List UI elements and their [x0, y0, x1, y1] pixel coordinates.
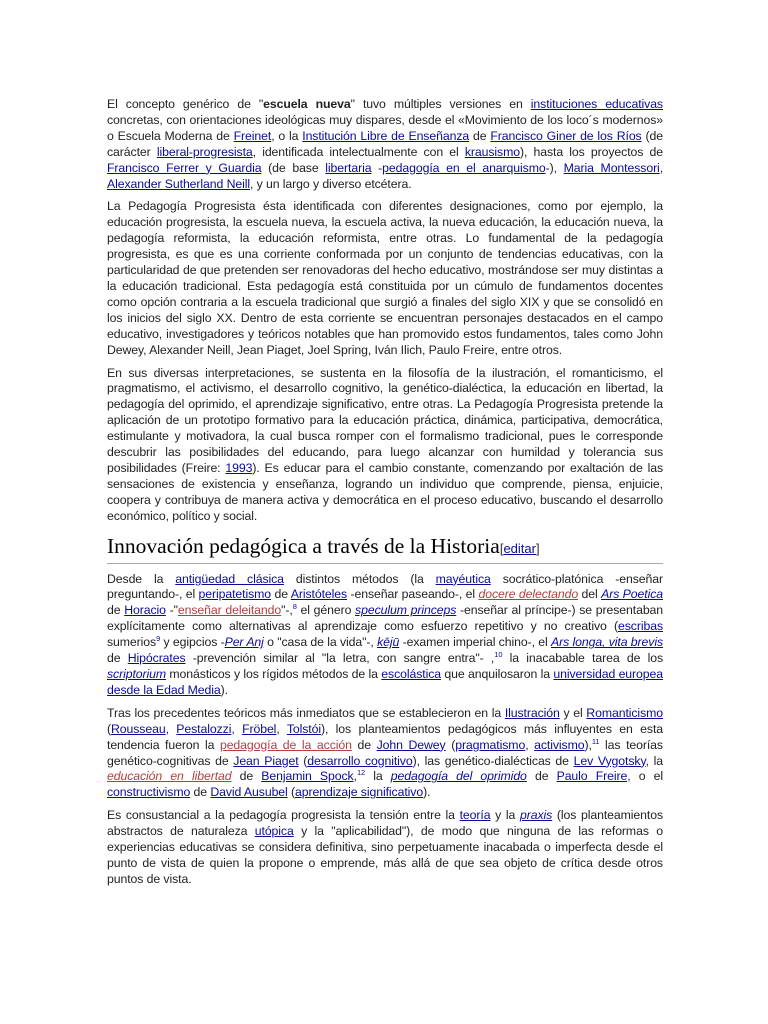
reference-12[interactable]: 12 [356, 768, 366, 778]
reference-8[interactable]: 8 [292, 602, 297, 612]
paragraph-interpretaciones: En sus diversas interpretaciones, se sustenta en la filosofía de la ilustración, el romanticismo, el pragmatismo, el activismo, el desarrollo cognitivo, la genético-dialéctica, la educación en libertad, la pedagogía del oprimido, el aprendizaje significativo, entre otras. La Pedagogía Progresista pretende la aplicación de un prototipo formativo para la educación práctica, dinámica, participativa, democrática, estimulante y motivadora, la cual busca romper con el formalismo tradicional, pues le corresponde descubrir las posibilidades del educando, para luego alcanzar con humildad y tolerancia sus posibilidades (Freire: 1993). Es educar para el cambio constante, comenzando por exaltación de las sensaciones de existencia y enseñanza, logrando un individuo que comprende, piensa, enjuicie, coopera y contribuya de manera activa y democrática en el proceso educativo, buscando el desarrollo económico, político y social. [107, 365, 663, 523]
link-pedagogia-anarquismo[interactable]: pedagogía en el anarquismo [382, 160, 546, 175]
link-david-ausubel[interactable]: David Ausubel [210, 785, 288, 800]
link-activismo[interactable]: activismo [534, 737, 585, 752]
link-benjamin-spock[interactable]: Benjamin Spock [261, 769, 354, 784]
reference-11[interactable]: 11 [591, 736, 600, 746]
section-heading [107, 533, 663, 564]
link-praxis[interactable]: praxis [519, 808, 553, 823]
paragraph-escuela-nueva: El concepto genérico de "escuela nueva" tuvo múltiples versiones en instituciones educativas concretas, con orientaciones ideológicas muy dispares, desde el «Movimiento de los loco´s modernos» o Escuela Moderna de Freinet, o la Institución Libre de Enseñanza de Francisco Giner de los Ríos (de carácter liberal-progresista, identificada intelectualmente con el krausismo), hasta los proyectos de Francisco Ferrer y Guardia (de base libertaria -pedagogía en el anarquismo-), Maria Montessori, Alexander Sutherland Neill, y un largo y diverso etcétera. [107, 97, 664, 191]
link-1993[interactable]: 1993 [225, 460, 253, 475]
paragraph-antiguedad: Desde la antigüedad clásica distintos métodos (la mayéutica socrático-platónica -enseñar preguntando-, el peripatetismo de Aristóteles -enseñar paseando-, el docere delectando del Ars Poetica de Horacio -"enseñar deleitando"-,$^8$ el género speculum princeps -enseñar al príncipe-) se presentaban explícitamente como alternativas al aprendizaje como esfuerzo repetitivo y no creativo (escribas sumerios$^9$ y egipcios -Per Anj o "casa de la vida"-, kējū -examen imperial chino-, el Ars longa, vita brevis de Hipócrates -prevención similar al "la letra, con sangre entra"- ,$^{10}$ la inacabable tarea de los scriptorium monásticos y los rígidos métodos de la escolástica que anquilosaron la universidad europea desde la Edad Media). [107, 571, 664, 697]
edit-link[interactable]: editar [503, 540, 536, 556]
link-mayeutica[interactable]: mayéutica [435, 571, 491, 586]
link-ferrer-y-guardia[interactable]: Francisco Ferrer y Guardia [107, 160, 262, 175]
link-ars-longa[interactable]: Ars longa, vita brevis [550, 635, 664, 650]
link-utopica[interactable]: utópica [254, 824, 294, 839]
link-universidad-europea[interactable]: universidad europea desde la Edad Media [107, 667, 663, 697]
link-docere-delectando[interactable]: docere delectando [478, 587, 579, 602]
link-tolstoi[interactable]: Tolstói [286, 721, 321, 736]
paragraph-precedentes: Tras los precedentes teóricos más inmediatos que se establecieron en la Ilustración y el Romanticismo (Rousseau, Pestalozzi, Fröbel, Tolstói), los planteamientos pedagógicos más influyentes en esta tendencia fueron la pedagogía de la acción de John Dewey (pragmatismo, activismo),$^{11}$ las teorías genético-cognitivas de Jean Piaget (desarrollo cognitivo), las genético-dialécticas de Lev Vygotsky, la educación en libertad de Benjamin Spock,$^{12}$ la pedagogía del oprimido de Paulo Freire, o el constructivismo de David Ausubel (aprendizaje significativo). [107, 705, 663, 800]
paragraph-pedagogia-progresista: La Pedagogía Progresista ésta identificada con diferentes designaciones, como por ejemplo, la educación progresista, la escuela nueva, la escuela activa, la nueva educación, la educación nueva, la pedagogía reformista, la educación reformista, entre otras. Lo fundamental de la pedagogía progresista, es que es una corriente conformada por un conjunto de tendencias educativas, con la particularidad de que pretenden ser renovadoras del hecho educativo, mostrándose ser muy distintas a la educación tradicional. Esta pedagogía está constituida por un cúmulo de fundamentos docentes como opción contraria a la escuela tradicional que surgió a finales del siglo XIX y que se consolidó en los inicios del siglo XX. Dentro de esta corriente se encuentran personajes destacados en el campo educativo, investigadores y teóricos notables que han promovido estos fundamentos, tales como John Dewey, Alexander Neill, Jean Piaget, Joel Spring, Iván Ilich, Paulo Freire, entre otros. [107, 199, 663, 357]
link-hipocrates[interactable]: Hipócrates [127, 651, 186, 666]
link-rousseau[interactable]: Rousseau [111, 721, 166, 736]
link-romanticismo[interactable]: Romanticismo [586, 705, 663, 720]
link-speculum-princeps[interactable]: speculum princeps [355, 603, 457, 618]
link-lev-vygotsky[interactable]: Lev Vygotsky [573, 753, 646, 768]
link-jean-piaget[interactable]: Jean Piaget [233, 753, 299, 768]
link-antiguedad-clasica[interactable]: antigüedad clásica [175, 571, 284, 586]
link-pragmatismo[interactable]: pragmatismo [455, 737, 526, 752]
article-body [107, 97, 663, 895]
link-neill[interactable]: Alexander Sutherland Neill [107, 176, 250, 191]
link-teoria[interactable]: teoría [459, 808, 491, 823]
link-institucion-libre[interactable]: Institución Libre de Enseñanza [302, 128, 470, 143]
link-paulo-freire[interactable]: Paulo Freire [556, 769, 628, 784]
link-scriptorium[interactable]: scriptorium [107, 667, 167, 681]
link-educacion-en-libertad[interactable]: educación en libertad [107, 769, 232, 784]
edit-section: [editar] [499, 540, 540, 556]
link-giner-de-los-rios[interactable]: Francisco Giner de los Ríos [490, 128, 642, 143]
link-freinet[interactable]: Freinet [233, 128, 272, 143]
link-montessori[interactable]: Maria Montessori [563, 160, 660, 175]
link-frobel[interactable]: Fröbel [242, 721, 277, 736]
link-pestalozzi[interactable]: Pestalozzi [176, 721, 232, 736]
link-ilustracion[interactable]: Ilustración [504, 705, 560, 720]
bold-term: escuela nueva [263, 97, 351, 111]
link-per-anj[interactable]: Per Anj [224, 635, 264, 650]
link-pedagogia-del-oprimido[interactable]: pedagogía del oprimido [390, 769, 527, 784]
link-desarrollo-cognitivo[interactable]: desarrollo cognitivo [307, 753, 413, 768]
link-pedagogia-de-la-accion[interactable]: pedagogía de la acción [219, 737, 352, 752]
paragraph-tension: Es consustancial a la pedagogía progresista la tensión entre la teoría y la praxis (los planteamientos abstractos de naturaleza utópica y la "aplicabilidad"), de modo que ninguna de las reformas o experiencias educativas se considera definitiva, sino perpetuamente inacabada o imperfecta desde el punto de vista de quien la propone o emprende, más allá de que sea objeto de crítica desde otros puntos de vista. [107, 808, 663, 886]
link-krausismo[interactable]: krausismo [464, 144, 520, 159]
link-constructivismo[interactable]: constructivismo [107, 785, 191, 800]
reference-10[interactable]: 10 [494, 650, 503, 659]
link-aristoteles[interactable]: Aristóteles [290, 587, 348, 602]
link-john-dewey[interactable]: John Dewey [376, 737, 446, 752]
link-ars-poetica[interactable]: Ars Poetica [601, 587, 663, 602]
link-libertaria[interactable]: libertaria [325, 160, 372, 175]
link-peripatetismo[interactable]: peripatetismo [198, 587, 272, 602]
link-horacio[interactable]: Horacio [124, 603, 166, 618]
reference-9[interactable]: 9 [156, 634, 161, 644]
link-instituciones-educativas[interactable]: instituciones educativas [530, 97, 663, 111]
link-liberal-progresista[interactable]: liberal-progresista [156, 144, 253, 159]
link-escribas[interactable]: escribas [618, 619, 663, 634]
section-title: Innovación pedagógica a través de la Historia [107, 533, 500, 558]
link-ensenar-deleitando[interactable]: enseñar deleitando [177, 603, 282, 618]
link-aprendizaje-significativo[interactable]: aprendizaje significativo [295, 785, 424, 800]
link-escolastica[interactable]: escolástica [381, 667, 442, 681]
link-keju[interactable]: kējū [377, 635, 400, 650]
